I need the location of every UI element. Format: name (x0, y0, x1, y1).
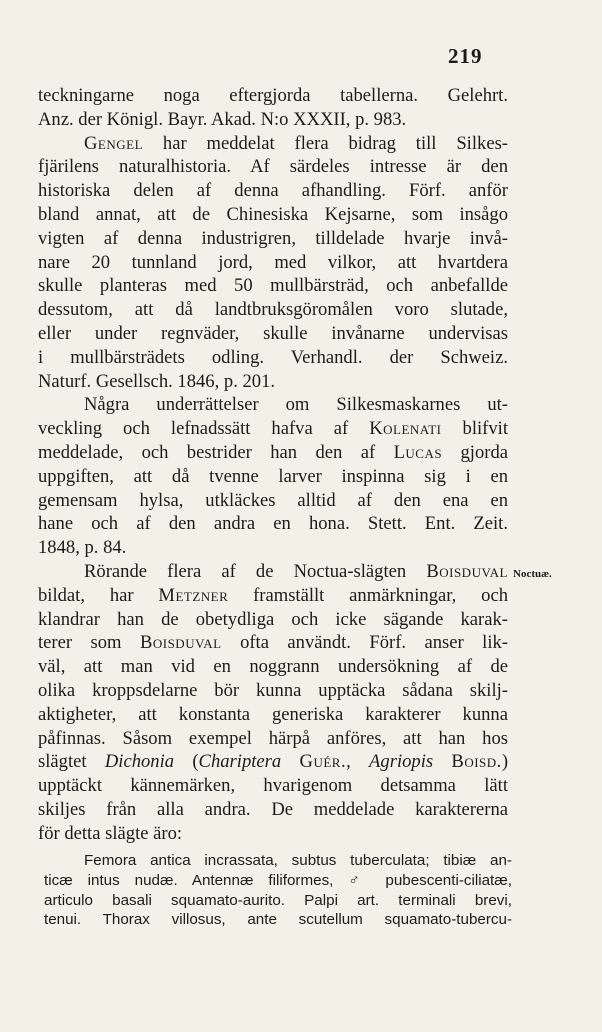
text-line: skiljes från alla andra. De meddelade karaktererna (38, 798, 508, 820)
text-line: terer som Boisduval ofta användt. Förf. anser lik- (38, 632, 508, 654)
text-line: veckling och lefnadssätt hafva af Kolenati blifvit (38, 418, 508, 440)
author-name: Boisduval (426, 560, 508, 582)
author-name: Lucas (393, 441, 443, 463)
text-line: ticæ intus nudæ. Antennæ filiformes, ♂ pubescenti-ciliatæ, (44, 871, 512, 889)
text-line: olika kroppsdelarne bör kunna upptäcka sådana skilj- (38, 679, 508, 701)
text-line: klandrar han de obetydliga och icke sägande karak- (38, 608, 508, 630)
text-line: Några underrättelser om Silkesmaskarnes ut- (84, 394, 508, 416)
text-line: uppgiften, att då tvenne larver inspinna sig i en (38, 465, 508, 487)
text-line: historiska delen af denna afhandling. Förf. anför (38, 180, 508, 202)
author-name: Metzner (158, 584, 229, 606)
author-name: Gengel (84, 132, 144, 154)
text-line: meddelade, och bestrider han den af Lucas gjorda (38, 441, 509, 463)
body-text (38, 84, 508, 846)
text-line: upptäckt kännemärken, hvarigenom detsamma lätt (38, 775, 508, 797)
text-line: vigten af denna industrigren, tilldelade hvarje invå- (38, 227, 508, 249)
text-line: tenui. Thorax villosus, ante scutellum squamato-tubercu- (44, 911, 512, 929)
text-line: Naturf. Gesellsch. 1846, p. 201. (38, 370, 276, 392)
genus-name: Agriopis (369, 751, 434, 773)
genus-name: Chariptera (198, 751, 282, 773)
text-line: fjärilens naturalhistoria. Af särdeles intresse är den (38, 156, 508, 178)
text-line: nare 20 tunnland jord, med vilkor, att hvartdera (38, 251, 508, 273)
text-line: Rörande flera af de Noctua-slägten Boisduval (84, 560, 508, 582)
text-line: Femora antica incrassata, subtus tuberculata; tibiæ an- (84, 852, 512, 869)
latin-description (44, 851, 512, 930)
text-line: hane och af den andra en hona. Stett. Ent. Zeit. (38, 513, 508, 535)
author-name: Kolenati (369, 418, 442, 440)
text-line: bildat, har Metzner framställt anmärkningar, och (38, 584, 509, 606)
text-line: påfinnas. Såsom exempel härpå anföres, att han hos (38, 727, 508, 749)
text-line: teckningarne noga eftergjorda tabellerna. Gelehrt. (38, 85, 508, 106)
text-line: slägtet Dichonia (Chariptera Guér., Agriopis Boisd.) (38, 751, 509, 773)
author-name: Boisduval (139, 632, 222, 654)
margin-note: Noctuæ. (513, 568, 552, 580)
text-line: i mullbärsträdets odling. Verhandl. der Schweiz. (38, 346, 508, 368)
author-name: Boisd. (451, 751, 502, 773)
text-line: articulo basali squamato-aurito. Palpi art. terminali brevi, (44, 891, 512, 909)
text-line: skulle planteras med 50 mullbärsträd, och anbefallde (38, 275, 508, 297)
text-line: Anz. der Königl. Bayr. Akad. N:o XXXII, p. 983. (38, 108, 407, 130)
text-line: aktigheter, att konstanta generiska karakterer kunna (38, 703, 508, 725)
text-line: väl, att man vid en noggrann undersökning af de (38, 656, 508, 678)
text-line: eller under regnväder, skulle invånarne undervisas (38, 322, 508, 344)
author-name: Guér. (299, 751, 347, 773)
text-line: för detta slägte äro: (38, 822, 183, 844)
text-line: dessutom, att då landtbruksgöromålen voro slutade, (38, 299, 508, 321)
genus-name: Dichonia (104, 751, 175, 773)
text-line: bland annat, att de Chinesiska Kejsarne, som insågo (38, 203, 508, 225)
page-number: 219 (448, 44, 483, 68)
text-line: 1848, p. 84. (38, 537, 127, 559)
text-line: gemensam hylsa, utkläckes alltid af den ena en (38, 489, 508, 511)
text-line: Gengel har meddelat flera bidrag till Silkes- (84, 132, 508, 154)
